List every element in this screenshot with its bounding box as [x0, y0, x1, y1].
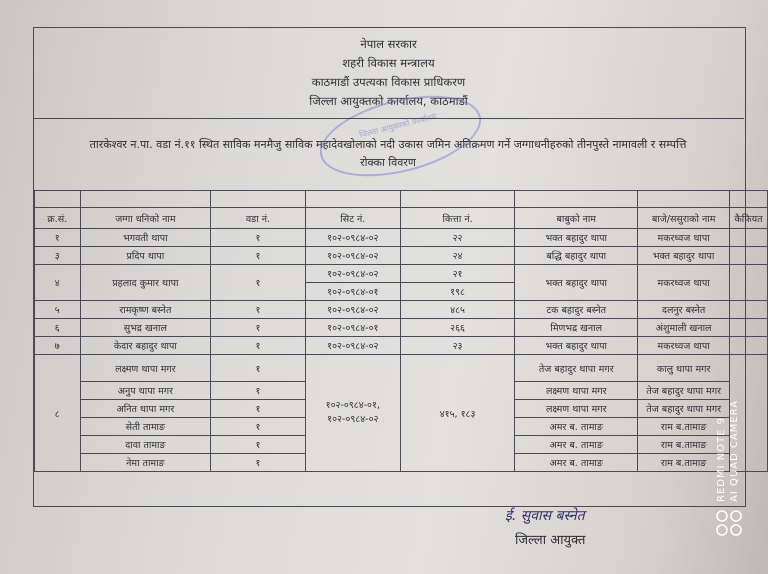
land-owner-table: [34, 190, 768, 472]
cell-grandfather: तेज बहादुर थापा मगर: [638, 400, 730, 418]
cell-sheet: १०२-०९८४-०२: [305, 337, 400, 355]
cell-grandfather: मकरध्वज थापा: [638, 265, 730, 301]
cell-ward: १: [211, 382, 306, 400]
header-government: नेपाल सरकार: [360, 37, 417, 51]
cell-owner: दावा तामाङ: [80, 436, 211, 454]
letterhead: [33, 35, 744, 111]
col-header-kitta: कित्ता नं.: [400, 208, 514, 229]
cell-owner: रामकृष्ण बस्नेत: [80, 301, 211, 319]
cell-father: लक्ष्मण थापा मगर: [515, 382, 638, 400]
watermark-line-1: REDMI NOTE 9: [716, 416, 727, 502]
cell-remarks: [730, 337, 768, 355]
cell-kitta: ४१५, १८३: [400, 355, 514, 472]
cell-remarks: [730, 247, 768, 265]
cell-kitta: ४८५: [400, 301, 514, 319]
cell-father: भक्त बहादुर थापा: [515, 265, 638, 301]
table-header-row: [35, 208, 768, 229]
cell-sheet: १०२-०९८४-०१: [305, 319, 400, 337]
cell-owner: अनुप थापा मगर: [80, 382, 211, 400]
cell-father: बद्धि बहादुर थापा: [515, 247, 638, 265]
watermark-line-2: AI QUAD CAMERA: [729, 399, 740, 502]
cell-grandfather: भक्त बहादुर थापा: [638, 247, 730, 265]
col-header-father: बाबुको नाम: [515, 208, 638, 229]
cell-ward: १: [211, 355, 306, 382]
cell-father: मिणभद्र खनाल: [515, 319, 638, 337]
col-header-grandfather: बाजे/ससुराको नाम: [638, 208, 730, 229]
cell-owner: सेती तामाङ: [80, 418, 211, 436]
table-row: [35, 337, 768, 355]
cell-owner: सुभद्र खनाल: [80, 319, 211, 337]
cell-owner: भगवती थापा: [80, 229, 211, 247]
cell-grandfather: राम ब.तामाङ: [638, 454, 730, 472]
cell-grandfather: कालु थापा मगर: [638, 355, 730, 382]
cell-remarks: [730, 319, 768, 337]
cell-kitta: १९८: [400, 283, 514, 301]
cell-sheet: १०२-०९८४-०२: [305, 247, 400, 265]
cell-ward: १: [211, 400, 306, 418]
cell-serial: ५: [35, 301, 81, 319]
cell-serial: १: [35, 229, 81, 247]
camera-dots-icon: [714, 508, 744, 538]
cell-father: अमर ब. तामाङ: [515, 436, 638, 454]
cell-serial: ७: [35, 337, 81, 355]
cell-owner: अनित थापा मगर: [80, 400, 211, 418]
cell-sheet: १०२-०९८४-०२: [305, 265, 400, 283]
cell-grandfather: तेज बहादुर थापा मगर: [638, 382, 730, 400]
cell-remarks: [730, 229, 768, 247]
header-ministry: शहरी विकास मन्त्रालय: [342, 56, 435, 70]
table-blank-row: [35, 191, 768, 208]
cell-serial: ६: [35, 319, 81, 337]
col-header-sheet: सिट नं.: [305, 208, 400, 229]
cell-kitta: २४: [400, 247, 514, 265]
cell-father: तेज बहादुर थापा मगर: [515, 355, 638, 382]
cell-ward: १: [211, 265, 306, 301]
cell-father: भक्त बहादुर थापा: [515, 229, 638, 247]
subject-line-1: तारकेश्वर न.पा. वडा नं.११ स्थित साविक मनमैजु साविक महादेवखोलाको नदी उकास जमिन अतिक्रमण गर्ने जग्गाधनीहरुको तीनपुस्ते नामावली र सम्पत्ति: [89, 138, 687, 151]
cell-serial: ३: [35, 247, 81, 265]
cell-remarks: [730, 265, 768, 301]
cell-father: अमर ब. तामाङ: [515, 418, 638, 436]
cell-sheet: १०२-०९८४-०१, १०२-०९८४-०२: [305, 355, 400, 472]
table-row: [35, 229, 768, 247]
cell-ward: १: [211, 319, 306, 337]
cell-owner: प्रहलाद कुमार थापा: [80, 265, 211, 301]
cell-ward: १: [211, 418, 306, 436]
cell-ward: १: [211, 436, 306, 454]
cell-ward: १: [211, 229, 306, 247]
col-header-owner: जग्गा धनिको नाम: [80, 208, 211, 229]
col-header-remarks: कैफियत: [730, 208, 768, 229]
cell-sheet: १०२-०९८४-०१: [305, 283, 400, 301]
cell-kitta: २६६: [400, 319, 514, 337]
cell-father: टक बहादुर बस्नेत: [515, 301, 638, 319]
header-office: जिल्ला आयुक्तको कार्यालय, काठमाडौं: [309, 94, 468, 108]
cell-owner: लक्ष्मण थापा मगर: [80, 355, 211, 382]
table-row: [35, 319, 768, 337]
cell-owner: नेमा तामाङ: [80, 454, 211, 472]
subject-line-2: रोक्का विवरण: [360, 156, 416, 169]
table-row: [35, 301, 768, 319]
cell-remarks: [730, 301, 768, 319]
col-header-serial: क्र.सं.: [35, 208, 81, 229]
cell-sheet: १०२-०९८४-०२: [305, 229, 400, 247]
table-row: [35, 265, 768, 283]
cell-grandfather: मकरध्वज थापा: [638, 337, 730, 355]
cell-grandfather: मकरध्वज थापा: [638, 229, 730, 247]
cell-kitta: २१: [400, 265, 514, 283]
cell-grandfather: अंशुमाली खनाल: [638, 319, 730, 337]
officer-title: जिल्ला आयुक्त: [515, 533, 586, 548]
cell-ward: १: [211, 301, 306, 319]
table-row: [35, 355, 768, 382]
header-divider: [33, 118, 744, 119]
cell-ward: १: [211, 337, 306, 355]
watermark-text: [715, 400, 741, 502]
cell-kitta: २२: [400, 229, 514, 247]
cell-grandfather: दलनुर बस्नेत: [638, 301, 730, 319]
table-row: [35, 247, 768, 265]
camera-watermark: [700, 390, 760, 530]
cell-father: भक्त बहादुर थापा: [515, 337, 638, 355]
cell-serial: ४: [35, 265, 81, 301]
cell-grandfather: राम ब.तामाङ: [638, 418, 730, 436]
cell-sheet: १०२-०९८४-०२: [305, 301, 400, 319]
cell-serial: ८: [35, 355, 81, 472]
cell-owner: प्रदिप थापा: [80, 247, 211, 265]
cell-father: अमर ब. तामाङ: [515, 454, 638, 472]
cell-ward: १: [211, 454, 306, 472]
signature: ई. सुवास बस्नेत: [505, 508, 585, 524]
col-header-ward: वडा नं.: [211, 208, 306, 229]
cell-ward: १: [211, 247, 306, 265]
cell-owner: केदार बहादुर थापा: [80, 337, 211, 355]
cell-father: लक्ष्मण थापा मगर: [515, 400, 638, 418]
document-subject: [38, 136, 738, 172]
stamp-text: जिल्ला आयुक्तको कार्यालय: [358, 111, 438, 140]
cell-kitta: २३: [400, 337, 514, 355]
cell-grandfather: राम ब.तामाङ: [638, 436, 730, 454]
header-authority: काठमाडौं उपत्यका विकास प्राधिकरण: [311, 75, 466, 89]
